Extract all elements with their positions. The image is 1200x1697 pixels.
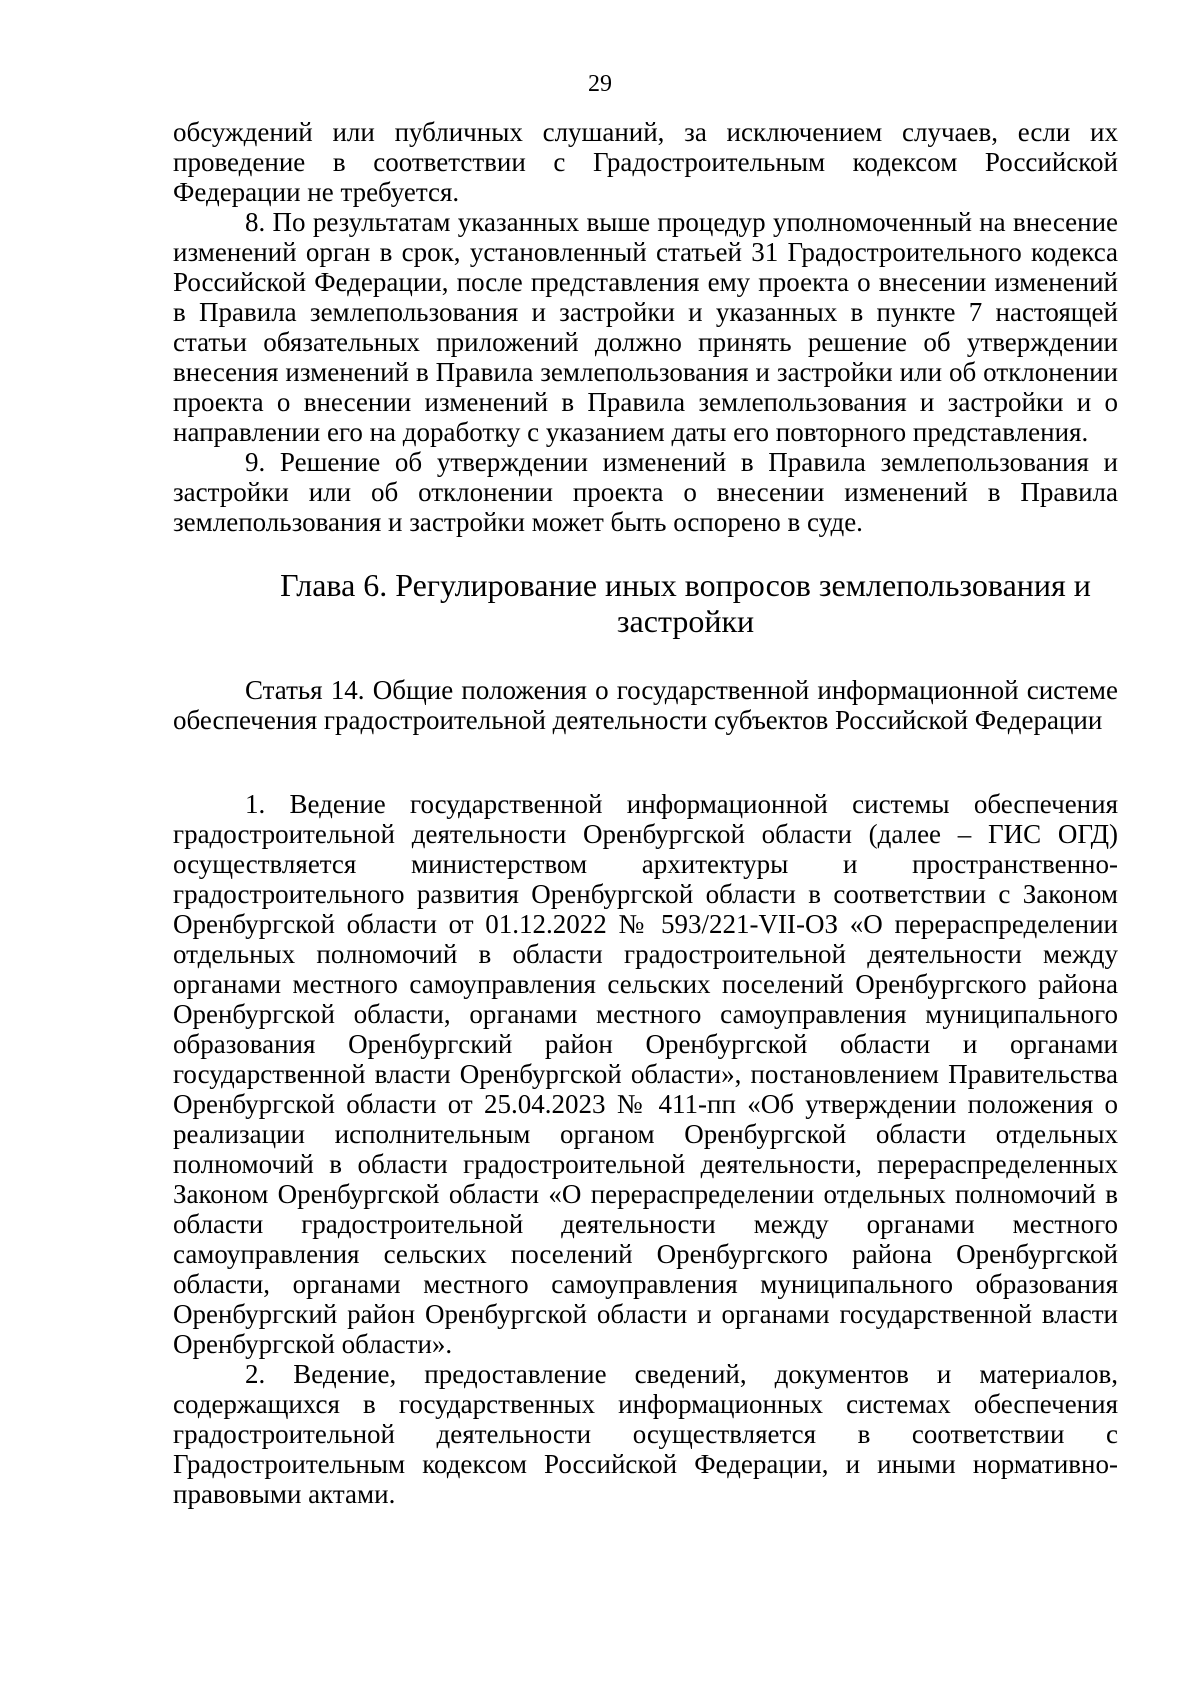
- article-paragraph-2: 2. Ведение, предоставление сведений, документов и материалов, содержащихся в государственных информационных системах обеспечения градостроительной деятельности осуществляется в соответствии с Градостроительным кодексом Российской Федерации, и иными нормативно-правовыми актами.: [173, 1359, 1118, 1509]
- paragraph-continuation: обсуждений или публичных слушаний, за исключением случаев, если их проведение в соответствии с Градостроительным кодексом Российской Федерации не требуется.: [173, 117, 1118, 207]
- page-number: 29: [588, 71, 612, 97]
- document-body: [173, 117, 1118, 1509]
- paragraph-item-9: 9. Решение об утверждении изменений в Правила землепользования и застройки или об отклонении проекта о внесении изменений в Правила землепользования и застройки может быть оспорено в суде.: [173, 447, 1118, 537]
- paragraph-item-8: 8. По результатам указанных выше процедур уполномоченный на внесение изменений орган в срок, установленный статьей 31 Градостроительного кодекса Российской Федерации, после представления ему проекта о внесении изменений в Правила землепользования и застройки и указанных в пункте 7 настоящей статьи обязательных приложений должно принять решение об утверждении внесения изменений в Правила землепользования и застройки или об отклонении проекта о внесении изменений в Правила землепользования и застройки и о направлении его на доработку с указанием даты его повторного представления.: [173, 207, 1118, 447]
- article-title: Статья 14. Общие положения о государственной информационной системе обеспечения градостроительной деятельности субъектов Российской Федерации: [173, 675, 1118, 735]
- chapter-title: Глава 6. Регулирование иных вопросов землепользования и застройки: [280, 567, 1091, 639]
- article-paragraph-1: 1. Ведение государственной информационной системы обеспечения градостроительной деятельности Оренбургской области (далее – ГИС ОГД) осуществляется министерством архитектуры и пространственно-градостроительного развития Оренбургской области в соответствии с Законом Оренбургской области от 01.12.2022 № 593/221-VII-ОЗ «О перераспределении отдельных полномочий в области градостроительной деятельности между органами местного самоуправления сельских поселений Оренбургского района Оренбургской области, органами местного самоуправления муниципального образования Оренбургский район Оренбургской области и органами государственной власти Оренбургской области», постановлением Правительства Оренбургской области от 25.04.2023 № 411-пп «Об утверждении положения о реализации исполнительным органом Оренбургской области отдельных полномочий в области градостроительной деятельности, перераспределенных Законом Оренбургской области «О перераспределении отдельных полномочий в области градостроительной деятельности между органами местного самоуправления сельских поселений Оренбургского района Оренбургской области, органами местного самоуправления муниципального образования Оренбургский район Оренбургской области и органами государственной власти Оренбургской области».: [173, 789, 1118, 1359]
